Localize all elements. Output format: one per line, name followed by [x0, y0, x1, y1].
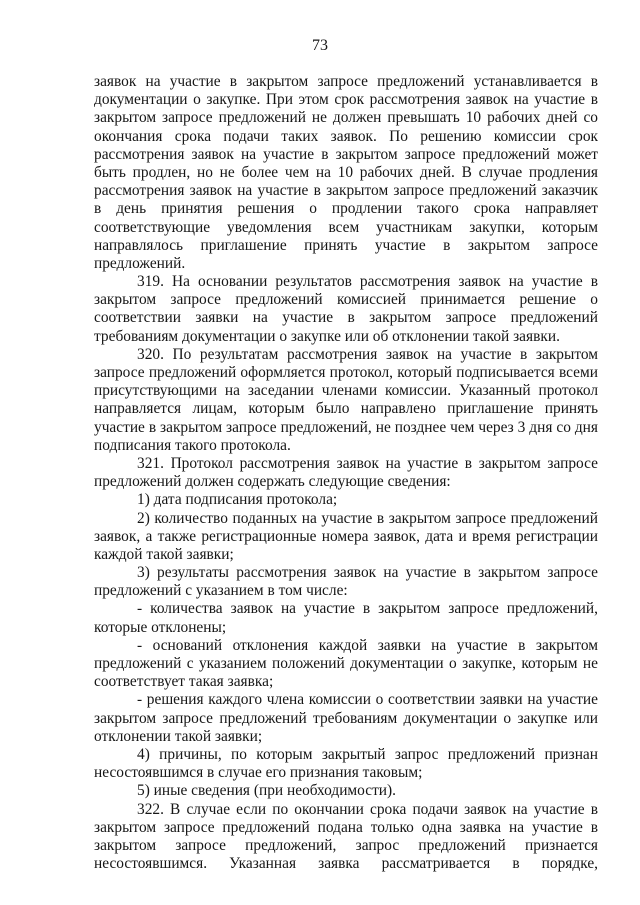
text-line: направляется лицам, которым было направлено приглашение принять	[94, 400, 598, 418]
text-line: каждой такой заявки;	[94, 545, 234, 563]
text-line: требованиям документации о закупке или об отклонении такой заявки.	[94, 327, 560, 345]
text-line: документации о закупке. При этом срок рассмотрения заявок на участие в	[94, 91, 598, 109]
text-line: соответствующие уведомления всем участникам закупки, которым	[94, 218, 598, 236]
text-line: несостоявшимся в случае его признания таковым;	[94, 764, 423, 782]
text-line: 319. На основании результатов рассмотрения заявок на участие в	[137, 273, 598, 291]
text-line: заявок на участие в закрытом запросе предложений устанавливается в	[94, 73, 598, 90]
page-number: 73	[312, 37, 328, 54]
text-line: 321. Протокол рассмотрения заявок на участие в закрытом запросе	[137, 454, 598, 472]
text-line: присутствующими на заседании членами комиссии. Указанный протокол	[94, 382, 598, 400]
text-line: закрытом запросе предложений комиссией принимается решение о	[94, 291, 598, 309]
text-line: предложений должен содержать следующие сведения:	[94, 473, 451, 491]
text-line: 320. По результатам рассмотрения заявок на участие в закрытом	[137, 345, 598, 363]
text-line: соответствует такая заявка;	[94, 673, 274, 691]
text-line: соответствии заявки на участие в закрытом запросе предложений	[94, 309, 598, 327]
text-line: окончания срока подачи таких заявок. По решению комиссии срок	[94, 127, 598, 145]
text-line: 5) иные сведения (при необходимости).	[137, 782, 397, 800]
text-line: - количества заявок на участие в закрытом запросе предложений,	[137, 600, 598, 618]
text-line: несостоявшимся. Указанная заявка рассматривается в порядке,	[94, 855, 598, 873]
text-line: направлялось приглашение принять участие в закрытом запросе	[94, 236, 598, 254]
text-line: 2) количество поданных на участие в закрытом запросе предложений	[137, 509, 598, 527]
text-line: закрытом запросе предложений подана только одна заявка на участие в	[94, 818, 598, 836]
text-line: быть продлен, но не более чем на 10 рабочих дней. В случае продления	[94, 163, 598, 181]
text-line: предложений с указанием положений документации о закупке, которым не	[94, 655, 598, 672]
text-line: - решения каждого члена комиссии о соответствии заявки на участие	[137, 691, 598, 709]
text-line: отклонении такой заявки;	[94, 727, 263, 745]
text-line: заявок, а также регистрационные номера заявок, дата и время регистрации	[94, 527, 598, 545]
text-line: - оснований отклонения каждой заявки на участие в закрытом	[137, 636, 598, 654]
text-line: 322. В случае если по окончании срока подачи заявок на участие в	[137, 800, 598, 818]
text-line: рассмотрения заявок на участие в закрытом запросе предложений может	[94, 145, 598, 163]
text-line: рассмотрения заявок на участие в закрытом запросе предложений заказчик	[94, 182, 598, 200]
text-line: закрытом запросе предложений, запрос предложений признается	[94, 836, 598, 854]
text-line: закрытом запросе предложений не должен превышать 10 рабочих дней со	[94, 109, 598, 127]
text-line: в день принятия решения о продлении такого срока направляет	[94, 200, 598, 218]
text-line: 3) результаты рассмотрения заявок на участие в закрытом запросе	[137, 564, 598, 582]
text-line: подписания такого протокола.	[94, 436, 291, 454]
text-line: 4) причины, по которым закрытый запрос предложений признан	[137, 745, 598, 763]
text-line: 1) дата подписания протокола;	[137, 491, 338, 509]
text-line: закрытом запросе предложений требованиям документации о закупке или	[94, 709, 598, 727]
text-line: запросе предложений оформляется протокол, который подписывается всеми	[94, 364, 598, 381]
text-line: участие в закрытом запросе предложений, не позднее чем через 3 дня со дня	[94, 418, 598, 436]
document-body	[94, 73, 598, 873]
text-line: которые отклонены;	[94, 618, 227, 636]
text-line: предложений.	[94, 254, 186, 272]
text-line: предложений с указанием в том числе:	[94, 582, 348, 600]
